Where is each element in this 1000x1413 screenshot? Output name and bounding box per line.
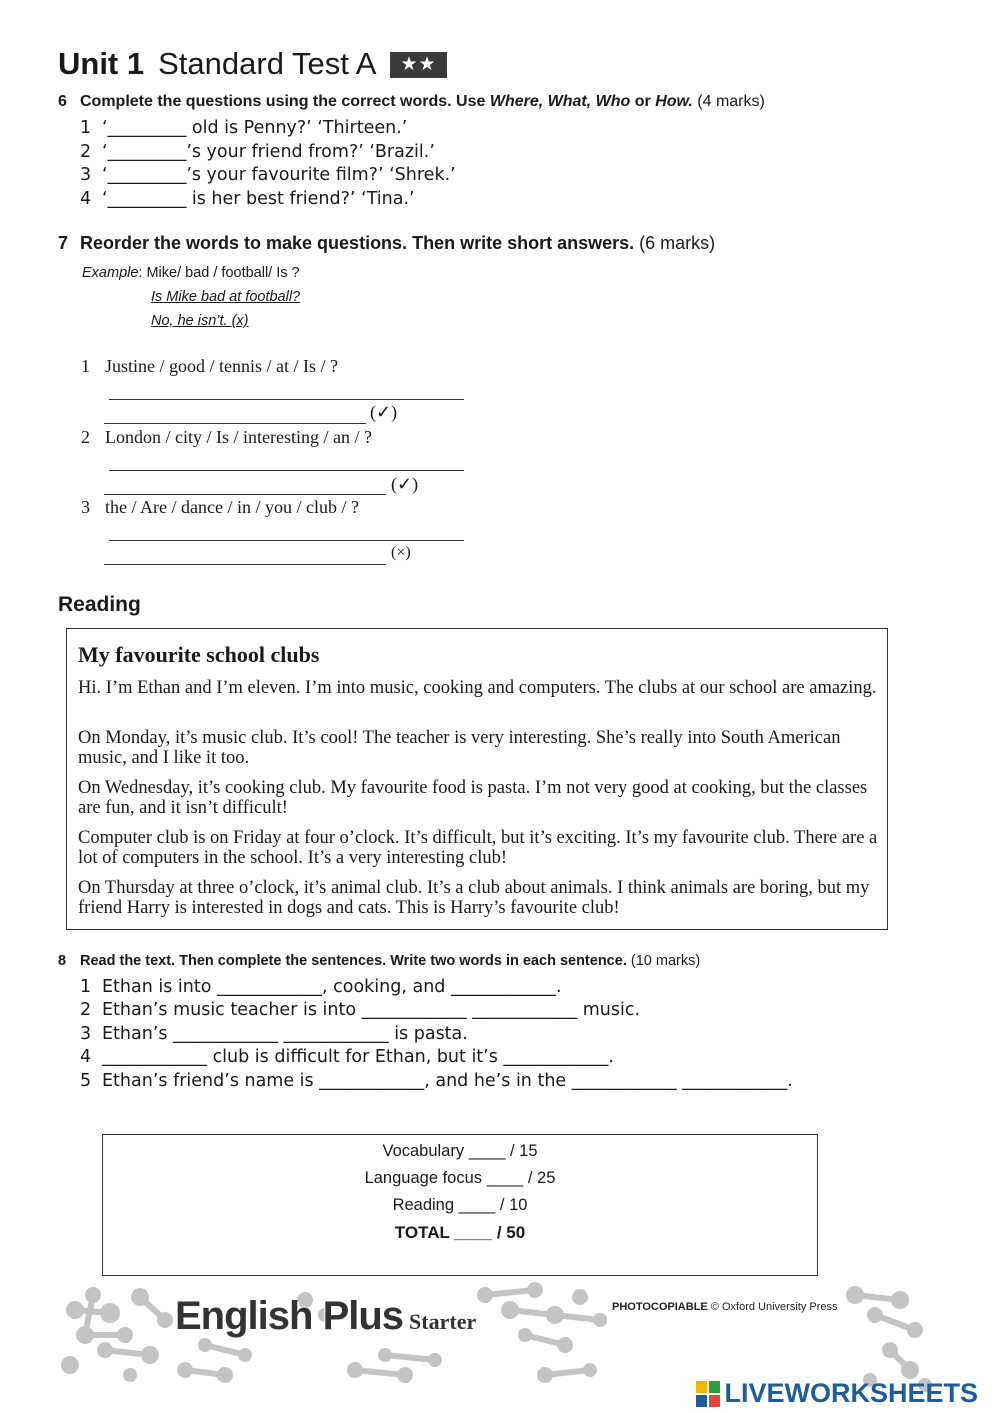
- answer-line-short[interactable]: [104, 494, 386, 495]
- page-title: [58, 46, 447, 82]
- q6-item[interactable]: [80, 142, 435, 162]
- q7-example: [82, 265, 300, 281]
- q8-item[interactable]: [80, 1047, 614, 1067]
- photocopiable-label: PHOTOCOPIABLE: [612, 1301, 708, 1313]
- example-label: Example: [82, 265, 139, 281]
- q6-item-text: ‘_________’s your favourite film?’ ‘Shrek.’: [102, 165, 456, 185]
- reading-paragraph: Hi. I’m Ethan and I’m eleven. I’m into music, cooking and computers. The clubs at our school are amazing.: [78, 678, 877, 698]
- q8-item-number: 5: [80, 1071, 92, 1091]
- difficulty-stars-icon: ★★: [390, 52, 446, 78]
- brand-level: Starter: [409, 1309, 477, 1334]
- answer-line-short[interactable]: [104, 423, 366, 424]
- q7-instruction: [58, 233, 715, 254]
- reading-paragraph: On Thursday at three o’clock, it’s animal club. It’s a club about animals. I think animals are boring, but my friend Harry is interested in dogs and cats. This is Harry’s favourite club!: [78, 878, 870, 918]
- q7-item-prompt: [81, 427, 372, 448]
- q7-prompt-text: Justine / good / tennis / at / Is / ?: [105, 356, 338, 376]
- q8-item[interactable]: [80, 1024, 468, 1044]
- q6-item[interactable]: [80, 118, 407, 138]
- example-prompt: : Mike/ bad / football/ Is ?: [138, 265, 300, 281]
- reading-paragraph: Computer club is on Friday at four o’clock. It’s difficult, but it’s exciting. It’s my favourite club. There are a lot of computers in the school. It’s a very interesting club!: [78, 828, 878, 868]
- q6-or: or: [630, 93, 656, 110]
- q7-item-number: 2: [81, 427, 90, 447]
- q7-prompt-text: London / city / Is / interesting / an / ?: [105, 427, 372, 447]
- liveworksheets-logo-icon: [696, 1381, 720, 1407]
- copyright-text: © Oxford University Press: [710, 1301, 838, 1313]
- q7-check-mark: (✓): [370, 402, 398, 422]
- reading-text-box: [66, 628, 888, 930]
- q6-instruction-text: Complete the questions using the correct words. Use: [80, 93, 490, 110]
- q6-item-text: ‘_________ is her best friend?’ ‘Tina.’: [102, 189, 415, 209]
- q7-check-mark: (✓): [391, 474, 419, 494]
- answer-line-question[interactable]: [109, 470, 464, 471]
- score-total: TOTAL ____ / 50: [394, 1223, 526, 1242]
- q6-item-number: 2: [80, 142, 92, 162]
- q7-number: 7: [58, 233, 69, 253]
- q6-item-number: 3: [80, 165, 92, 185]
- example-question-text: Is Mike bad at football?: [151, 289, 301, 305]
- q7-item-prompt: [81, 497, 359, 518]
- q7-item-prompt: [81, 356, 338, 377]
- q7-instruction-text: Reorder the words to make questions. Then write short answers.: [80, 233, 635, 253]
- q6-words: Where, What, Who: [489, 93, 631, 110]
- q7-prompt-text: the / Are / dance / in / you / club / ?: [105, 497, 359, 517]
- q8-item-text: Ethan’s ____________ ____________ is pasta.: [102, 1024, 468, 1044]
- unit-label: Unit 1: [58, 46, 145, 81]
- q7-marks: (6 marks): [639, 233, 716, 253]
- q6-item-text: ‘_________’s your friend from?’ ‘Brazil.’: [102, 142, 435, 162]
- reading-heading: Reading: [58, 593, 141, 616]
- reading-paragraph: On Wednesday, it’s cooking club. My favourite food is pasta. I’m not very good at cooking, but the classes are fun, and it isn’t difficult!: [78, 778, 868, 818]
- q8-item[interactable]: [80, 1071, 793, 1091]
- q6-marks: (4 marks): [697, 93, 765, 110]
- q8-item-text: Ethan’s music teacher is into ____________ ____________ music.: [102, 1000, 641, 1020]
- reading-paragraph: On Monday, it’s music club. It’s cool! The teacher is very interesting. She’s really into South American music, and I like it too.: [78, 728, 841, 768]
- english-plus-logo: [175, 1294, 476, 1339]
- q8-item-number: 3: [80, 1024, 92, 1044]
- q6-word-last: How.: [655, 93, 693, 110]
- test-title: Standard Test A: [158, 46, 377, 81]
- answer-line-question[interactable]: [109, 399, 464, 400]
- q8-number: 8: [58, 953, 67, 969]
- q8-item[interactable]: [80, 1000, 640, 1020]
- q8-item[interactable]: [80, 977, 562, 997]
- score-reading: Reading ____ / 10: [392, 1196, 528, 1214]
- q8-item-number: 1: [80, 977, 92, 997]
- example-question: [151, 289, 300, 305]
- liveworksheets-watermark: [696, 1378, 978, 1409]
- q6-item-number: 4: [80, 189, 92, 209]
- answer-line-question[interactable]: [109, 540, 464, 541]
- brand-name: English Plus: [175, 1294, 404, 1338]
- q6-item-text: ‘_________ old is Penny?’ ‘Thirteen.’: [102, 118, 408, 138]
- q6-item[interactable]: [80, 165, 456, 185]
- q8-item-text: Ethan is into ____________, cooking, and ____________.: [102, 977, 562, 997]
- q8-item-number: 4: [80, 1047, 92, 1067]
- q8-item-text: ____________ club is difficult for Ethan, but it’s ____________.: [102, 1047, 614, 1067]
- example-answer-text: No, he isn’t. (x): [151, 313, 249, 329]
- example-answer: [151, 313, 249, 329]
- q7-item-number: 1: [81, 356, 90, 376]
- q6-item-number: 1: [80, 118, 92, 138]
- liveworksheets-text: LIVEWORKSHEETS: [724, 1378, 978, 1408]
- copyright-notice: [612, 1301, 838, 1313]
- q7-item-number: 3: [81, 497, 90, 517]
- reading-title: My favourite school clubs: [78, 642, 320, 667]
- q8-marks: (10 marks): [630, 953, 701, 969]
- q8-item-text: Ethan’s friend’s name is ____________, and he’s in the ____________ ____________.: [102, 1071, 793, 1091]
- q8-instruction: [58, 953, 700, 969]
- q6-number: 6: [58, 93, 67, 110]
- score-vocabulary: Vocabulary ____ / 15: [382, 1142, 538, 1160]
- answer-line-short[interactable]: [104, 564, 386, 565]
- q6-item[interactable]: [80, 189, 415, 209]
- score-language-focus: Language focus ____ / 25: [364, 1169, 556, 1187]
- q8-item-number: 2: [80, 1000, 92, 1020]
- score-summary-box: [102, 1134, 818, 1276]
- q8-instruction-text: Read the text. Then complete the sentences. Write two words in each sentence.: [80, 953, 627, 969]
- q6-instruction: [58, 93, 765, 111]
- q7-cross-mark: (×): [391, 544, 411, 561]
